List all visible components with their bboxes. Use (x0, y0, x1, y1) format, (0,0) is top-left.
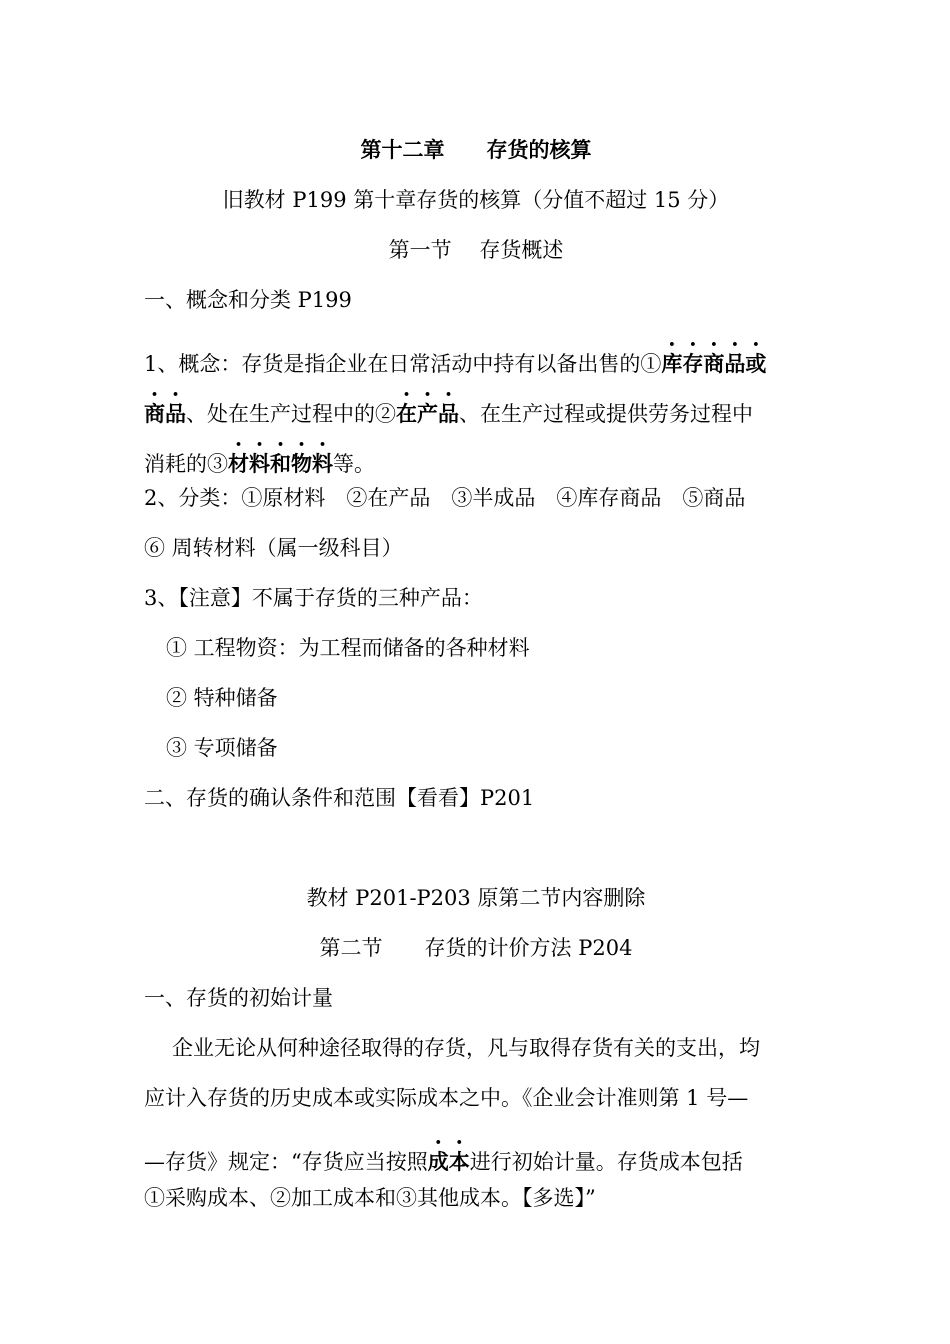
note-heading: 3、【注意】不属于存货的三种产品： (144, 586, 483, 610)
concept-text: 、处在生产过程中的② (186, 402, 396, 426)
section1-title: 第一节 存货概述 (388, 238, 564, 262)
paragraph-line-2: 应计入存货的历史成本或实际成本之中。《企业会计准则第 1 号— (144, 1086, 749, 1110)
concept-line-3 (144, 438, 808, 478)
concept-line-1 (144, 338, 808, 378)
old-textbook-note: 旧教材 P199 第十章存货的核算（分值不超过 15 分） (222, 188, 730, 212)
note-item: ③ 专项储备 (166, 736, 278, 760)
note-item: ② 特种储备 (166, 686, 278, 710)
concept-text: 1、概念：存货是指企业在日常活动中持有以备出售的① (144, 352, 662, 376)
emphasis-term: 成本 (427, 1149, 470, 1174)
concept-line-2 (144, 388, 808, 428)
deleted-section-note: 教材 P201-P203 原第二节内容删除 (306, 886, 646, 910)
paragraph-text: —存货》规定：“存货应当按照 (144, 1150, 428, 1174)
heading-recognition-scope: 二、存货的确认条件和范围【看看】P201 (144, 786, 535, 810)
concept-text: 等。 (333, 452, 375, 476)
paragraph-line-1: 企业无论从何种途径取得的存货，凡与取得存货有关的支出，均 (172, 1036, 760, 1060)
emphasis-term: 材料和物料 (228, 451, 333, 476)
section2-title: 第二节 存货的计价方法 P204 (319, 936, 633, 960)
note-item: ① 工程物资：为工程而储备的各种材料 (166, 636, 530, 660)
paragraph-line-3 (144, 1136, 808, 1176)
emphasis-term: 商品 (144, 401, 186, 426)
chapter-title: 第十二章 存货的核算 (360, 137, 592, 162)
paragraph-line-4: ①采购成本、②加工成本和③其他成本。【多选】” (144, 1186, 596, 1210)
paragraph-text: 进行初始计量。存货成本包括 (469, 1150, 743, 1174)
concept-text: 、在生产过程或提供劳务过程中 (459, 402, 753, 426)
classification-line-2: ⑥ 周转材料（属一级科目） (144, 536, 403, 560)
emphasis-term: 库存商品或 (661, 351, 767, 376)
classification-line-1: 2、分类：①原材料 ②在产品 ③半成品 ④库存商品 ⑤商品 (144, 486, 746, 510)
heading-initial-measurement: 一、存货的初始计量 (144, 986, 333, 1010)
concept-text: 消耗的③ (144, 452, 228, 476)
emphasis-term: 在产品 (396, 401, 459, 426)
heading-concept-classification: 一、概念和分类 P199 (144, 288, 352, 312)
